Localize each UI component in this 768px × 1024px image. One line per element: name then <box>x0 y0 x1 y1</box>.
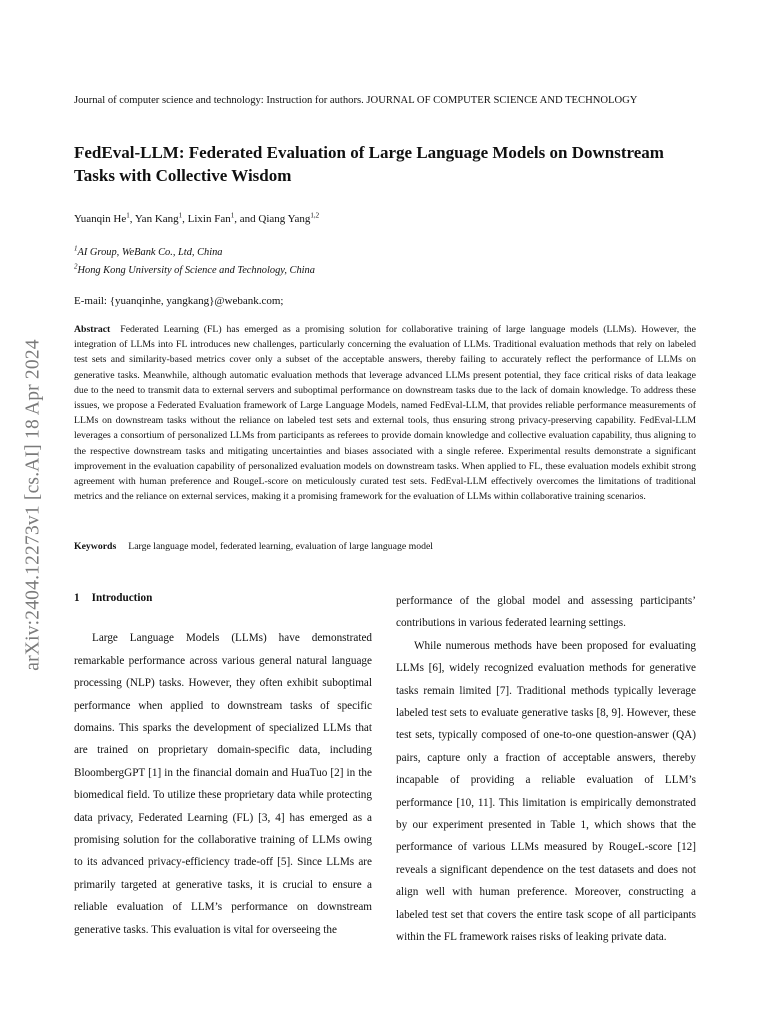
intro-paragraph-2: While numerous methods have been proposed for evaluating LLMs [6], widely recognized evaluation methods for generative tasks remain limited [7]. Traditional methods typically leverage labeled test sets to evaluate generative tasks [8, 9]. However, these test sets, typically composed of one-to-one question-answer (QA) pairs, capture only a fraction of acceptable answers, thereby incapable of providing a reliable evaluation of LLM’s performance [10, 11]. This limitation is empirically demonstrated by our experiment presented in Table 1, which shows that the performance of various LLMs measured by RougeL-score [12] reveals a significant dependence on the test datasets and does not align well with human preference. Moreover, constructing a labeled test set that covers the entire task scope of all participants within the FL framework raises risks of leaking private data. <box>396 639 696 944</box>
author-name: Yuanqin He <box>74 213 127 225</box>
author-affiliation-marker: 1 <box>126 211 130 220</box>
section-number: 1 <box>74 592 80 604</box>
paper-title: FedEval-LLM: Federated Evaluation of Large Language Models on Downstream Tasks with Collective Wisdom <box>74 143 664 185</box>
author-affiliation-marker: 1 <box>178 211 183 220</box>
section-title: Introduction <box>91 592 153 604</box>
author-name: Lixin Fan <box>187 213 231 225</box>
keywords <box>74 541 433 552</box>
abstract-text: Federated Learning (FL) has emerged as a promising solution for collaborative training of large language models (LLMs). However, the integration of LLMs into FL introduces new challenges, particularly concerning the evaluation of LLMs. Traditional evaluation methods that rely on labeled test sets and similarity-based metrics cover only a subset of the acceptable answers, thereby failing to accurately reflect the performance of LLMs on generative tasks. Meanwhile, although automatic evaluation methods that leverage advanced LLMs present potential, they face critical risks of data leakage due to the need to transmit data to external servers and suboptimal performance on downstream tasks due to the lack of domain knowledge. To address these issues, we propose a Federated Evaluation framework of Large Language Models, named FedEval-LLM, that provides reliable performance measurements of LLMs on downstream tasks without the reliance on labeled test sets and external tools, thus ensuring strong privacy-preserving capability. FedEval-LLM leverages a consortium of personalized LLMs from participants as referees to provide domain knowledge and collective evaluation capability, thus aligning to the respective downstream tasks and mitigating uncertainties and biases associated with a single referee. Experimental results demonstrate a significant improvement in the evaluation capability of personalized evaluation models on downstream tasks. When applied to FL, these evaluation models exhibit strong agreement with human preference and RougeL-score on meticulously curated test sets. FedEval-LLM effectively overcomes the limitations of traditional metrics and the reliance on external services, making it a promising framework for the evaluation of LLMs within collaborative training scenarios. <box>74 324 696 503</box>
affiliation-1 <box>74 244 223 258</box>
left-column <box>74 587 372 941</box>
author-affiliation-marker: 1 <box>230 211 235 220</box>
abstract <box>74 322 696 504</box>
arxiv-id-text: arXiv:2404.12273v1 [cs.AI] 18 Apr 2024 <box>23 339 45 671</box>
intro-paragraph-1: Large Language Models (LLMs) have demonstrated remarkable performance across various general natural language processing (NLP) tasks. However, they often exhibit suboptimal performance when applied to downstream tasks of specific domains. This sparks the development of specialized LLMs that are trained on proprietary domain-specific data, including BloombergGPT [1] in the financial domain and HuaTuo [2] in the biomedical field. To utilize these proprietary data while protecting data privacy, Federated Learning (FL) [3, 4] has emerged as a promising solution for the collaborative training of LLMs owing to its advanced privacy-efficiency trade-off [5]. Since LLMs are primarily targeted at generative tasks, it is crucial to ensure a reliable evaluation of LLM’s performance on downstream generative tasks. This evaluation is vital for overseeing the <box>74 632 372 936</box>
author-separator: , <box>182 213 188 225</box>
author-separator: , and <box>234 213 259 225</box>
affiliation-text: Hong Kong University of Science and Technology, China <box>77 265 315 276</box>
journal-header: Journal of computer science and technology: Instruction for authors. JOURNAL OF COMPUTER SCIENCE AND TECHNOLOGY <box>74 95 638 106</box>
author-separator: , <box>129 213 135 225</box>
keywords-label: Keywords <box>74 541 117 552</box>
affiliation-2 <box>74 262 315 276</box>
arxiv-identifier <box>21 280 47 730</box>
affiliation-number: 2 <box>74 262 78 271</box>
author-affiliation-marker: 1,2 <box>310 211 320 220</box>
author-list <box>74 213 319 225</box>
author-name: Yan Kang <box>134 213 179 225</box>
author-name: Qiang Yang <box>258 213 311 225</box>
affiliation-number: 1 <box>74 244 78 253</box>
section-heading <box>74 587 372 609</box>
keywords-text: Large language model, federated learning, evaluation of large language model <box>128 541 433 552</box>
affiliation-text: AI Group, WeBank Co., Ltd, China <box>77 247 223 258</box>
right-column <box>396 590 696 949</box>
intro-paragraph-1-continued: performance of the global model and assessing participants’ contributions in various federated learning settings. <box>396 595 696 630</box>
contact-email: E-mail: {yuanqinhe, yangkang}@webank.com; <box>74 295 284 307</box>
abstract-label: Abstract <box>74 324 111 335</box>
